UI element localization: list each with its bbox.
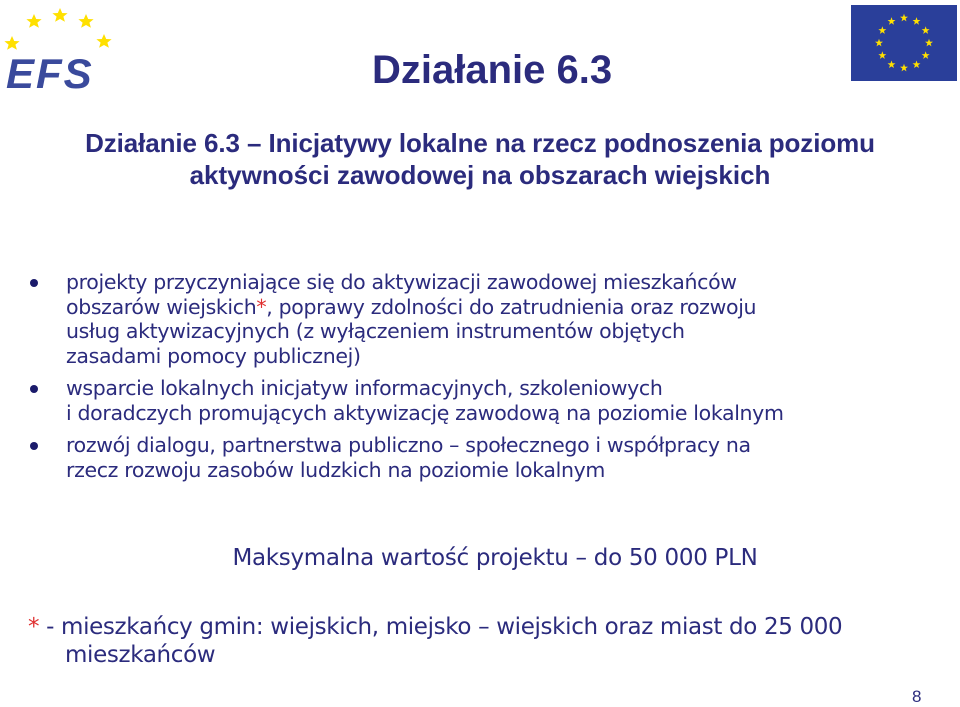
bullet-3-line-1: rozwój dialogu, partnerstwa publiczno – społecznego i współpracy na <box>66 433 751 457</box>
bullet-1-line-3: usług aktywizacyjnych (z wyłączeniem instrumentów objętych <box>66 319 685 343</box>
logo-text: EFS <box>6 50 94 97</box>
bullet-3-line-2: rzecz rozwoju zasobów ludzkich na poziomie lokalnym <box>66 457 606 482</box>
page-number: 8 <box>912 687 922 706</box>
logo-stars-icon <box>4 8 111 50</box>
list-item <box>30 270 960 368</box>
bullet-icon <box>30 385 38 393</box>
footnote-line-1 <box>28 613 958 641</box>
max-project-value: Maksymalna wartość projektu – do 50 000 PLN <box>232 545 758 571</box>
list-item <box>30 376 960 425</box>
bullet-1-line-4: zasadami pomocy publicznej) <box>66 343 361 368</box>
subtitle-line-2: aktywności zawodowej na obszarach wiejskich <box>189 160 771 190</box>
footnote <box>28 613 958 669</box>
bullet-1-text-a: obszarów wiejskich <box>66 294 257 319</box>
eu-flag <box>851 5 957 81</box>
efs-logo <box>4 8 116 98</box>
footnote-line-2: mieszkańców <box>65 642 216 668</box>
footnote-asterisk: * <box>28 614 40 640</box>
subtitle-line-1: Działanie 6.3 – Inicjatywy lokalne na rzecz podnoszenia poziomu <box>85 128 875 158</box>
bullet-1-line-2 <box>66 295 960 320</box>
bullet-icon <box>30 442 38 450</box>
footnote-marker: * <box>256 294 267 319</box>
bullet-icon <box>30 279 38 287</box>
bullet-1-text-b: , poprawy zdolności do zatrudnienia oraz rozwoju <box>266 294 757 319</box>
subtitle <box>0 127 960 191</box>
bullet-2-line-1: wsparcie lokalnych inicjatyw informacyjnych, szkoleniowych <box>66 376 663 400</box>
slide-title: Działanie 6.3 <box>372 48 613 92</box>
bullet-1-line-1: projekty przyczyniające się do aktywizacji zawodowej mieszkańców <box>66 270 737 294</box>
bullet-2-line-2: i doradczych promujących aktywizację zawodową na poziomie lokalnym <box>66 400 784 425</box>
bullet-list <box>30 270 960 482</box>
list-item <box>30 433 960 482</box>
footnote-text-1: - mieszkańcy gmin: wiejskich, miejsko – wiejskich oraz miast do 25 000 <box>39 614 843 640</box>
